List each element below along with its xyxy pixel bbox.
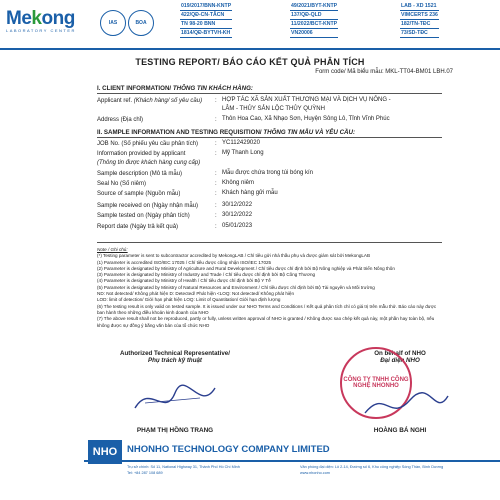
footer-divider	[84, 460, 500, 462]
logo-text-k: k	[31, 8, 42, 29]
boa-badge-icon: BOA	[128, 10, 154, 36]
info-provider-label-vi: (Thông tin được khách hàng cung cấp)	[97, 160, 201, 166]
nho-logo: NHO	[88, 440, 122, 464]
accreditation-col-3: LAB - XD 1521 VIMCERTS 236 182/TN-TĐC 73/SD-TĐC	[401, 3, 438, 36]
notes-heading: Note / Ghi chú:	[97, 247, 128, 252]
ias-badge-icon: IAS	[100, 10, 126, 36]
sample-description-value: Mẫu được chứa trong túi bóng kín	[222, 170, 314, 176]
client-section-heading: I. CLIENT INFORMATION/ THÔNG TIN KHÁCH HÀNG:	[97, 85, 253, 92]
technical-representative-heading: Authorized Technical Representative/ Phụ trách kỹ thuật	[120, 350, 230, 364]
note-line: LOD: limit of detection/ Giới hạn phát hiện LOQ: Limit of Quantitation/ Giới hạn định lượng	[97, 297, 281, 303]
seal-no-label: Seal No (Số niêm)	[97, 181, 147, 187]
report-date-value: 05/01/2023	[222, 223, 253, 229]
accreditation-col-1: 019/2017/BNN-KNTP 422/QĐ-CN-TĂCN TN 98-20 BNN 1814/QĐ-BYTVH-KH	[181, 3, 232, 36]
note-line: (4) Parameter is designated by Ministry of Health / Chỉ tiêu được chỉ định bởi Bộ Y Tế	[97, 278, 271, 284]
info-provider-value: Mỹ Thanh Long	[222, 150, 264, 156]
sample-description-label: Sample description (Mô tả mẫu)	[97, 171, 183, 177]
note-line: (*) Testing parameter is sent to subcontractor accredited by MekongLAB / Chỉ tiêu gửi nhà thầu phụ và được giám sát bởi MekongLAB	[97, 253, 371, 259]
left-signer-name: PHẠM THỊ HỒNG TRANG	[136, 427, 214, 434]
sample-source-label: Source of sample (Nguồn mẫu)	[97, 191, 181, 197]
report-title: TESTING REPORT/ BÁO CÁO KẾT QUẢ PHÂN TÍCH	[135, 57, 365, 67]
info-provider-label: Information provided by applicant	[97, 151, 186, 157]
job-no-value: YC112429020	[222, 140, 260, 146]
note-line: (5) Parameter is designated by Ministry of Natural Resources and Environment / Chỉ tiêu được chỉ định bởi Bộ Tài nguyên và Môi trường	[97, 284, 375, 290]
logo-text-b: ong	[41, 8, 75, 29]
note-line: (6) The testing result is only valid on tested sample. It is issued under our NHO Terms and Conditions / Kết quả phân tích chỉ có giá trị trên mẫu thử. Báo cáo này được ban hành theo những điều khoản kinh doanh của NHO	[97, 303, 437, 315]
left-signature-icon	[130, 378, 220, 418]
mekong-logo	[6, 8, 76, 33]
sample-received-label: Sample received on (Ngày nhận mẫu)	[97, 203, 199, 209]
right-signer-name: HOÀNG BÁ NGHI	[373, 427, 427, 434]
nho-representative-heading: On behalf of NHO Đại diện NHO	[374, 350, 426, 364]
header-divider	[0, 48, 500, 50]
logo-subtitle: LABORATORY CENTER	[6, 28, 76, 33]
report-header	[0, 0, 500, 52]
note-line: (7) The above result shall not be reproduced, partly or fully, unless written approval of NHO is granted / Không được sao chép kết quả này, một phần hay toàn bộ, nếu không được sự đồng ý bằng văn bản của tổ chức NHO	[97, 316, 435, 328]
footer-info-right: Văn phòng đại diện: Lô 2-14, Đường số 6, Khu công nghiệp Sóng Thần, Bình Dương www.nhonho.com	[300, 465, 444, 475]
company-stamp-icon: CÔNG TY TNHH CÔNG NGHỆ NHONHO	[340, 347, 412, 419]
note-line: (2) Parameter is designated by Ministry of Agriculture and Rural Development / Chỉ tiêu được chỉ định bởi Bộ Nông nghiệp và Phát triển Nông thôn	[97, 265, 395, 271]
note-line: ND: Not detected/ Không phát hiện D: Detected/ Phát hiện <LOQ: Not detected/ Không phát hiện	[97, 291, 295, 297]
sample-tested-label: Sample tested on (Ngày phân tích)	[97, 213, 190, 219]
right-signature-icon	[360, 388, 450, 424]
sample-source-value: Khách hàng gửi mẫu	[222, 190, 278, 196]
report-date-label: Report date (Ngày trả kết quả)	[97, 224, 179, 230]
applicant-label: Applicant ref. (Khách hàng/ số yêu cầu)	[97, 98, 203, 104]
note-line: (3) Parameter is designated by Ministry of Industry and Trade / Chỉ tiêu được chỉ định bởi Bộ Công Thương	[97, 272, 316, 278]
sample-tested-value: 30/12/2022	[222, 212, 253, 218]
seal-no-value: Không niêm	[222, 180, 255, 186]
section-divider	[97, 137, 442, 138]
applicant-value: HỢP TÁC XÃ SẢN XUẤT THƯƠNG MẠI VÀ DỊCH VỤ NÔNG - LÂM - THỦY SẢN LỘC THỦY QUỲNH	[222, 97, 391, 112]
note-line: (1) Parameter is accredited ISO/IEC 17025 / Chỉ tiêu được công nhận ISO/IEC 17025	[97, 259, 272, 265]
sample-received-value: 30/12/2022	[222, 202, 253, 208]
address-label: Address (Địa chỉ)	[97, 117, 144, 123]
notes-divider	[97, 242, 442, 243]
footer-info-left: Trụ sở chính: Số 11, National Highway 31, Thành Phố Hồ Chí Minh Tel: +84 287 108 689	[127, 465, 240, 475]
form-code: Form code/ Mã biểu mẫu: MKL-TT04-BM01 LBH.07	[315, 69, 453, 75]
address-value: Thôn Hoa Cao, Xã Nhạo Sơn, Huyện Sông Lô, Tỉnh Vĩnh Phúc	[222, 116, 390, 122]
notes-block	[97, 247, 437, 329]
section-divider	[97, 93, 442, 94]
job-no-label: JOB No. (Số phiếu yêu cầu phân tích)	[97, 141, 199, 147]
sample-section-heading: II. SAMPLE INFORMATION AND TESTING REQUISITION/ THÔNG TIN MẪU VÀ YÊU CẦU:	[97, 129, 356, 136]
logo-text-a: Me	[6, 8, 32, 29]
company-name: NHONHO TECHNOLOGY COMPANY LIMITED	[127, 444, 330, 455]
accreditation-col-2: 49/2021/BYT-KNTP 137/QĐ-QLD 11/2022/BCT-KNTP VN20006	[291, 3, 338, 36]
